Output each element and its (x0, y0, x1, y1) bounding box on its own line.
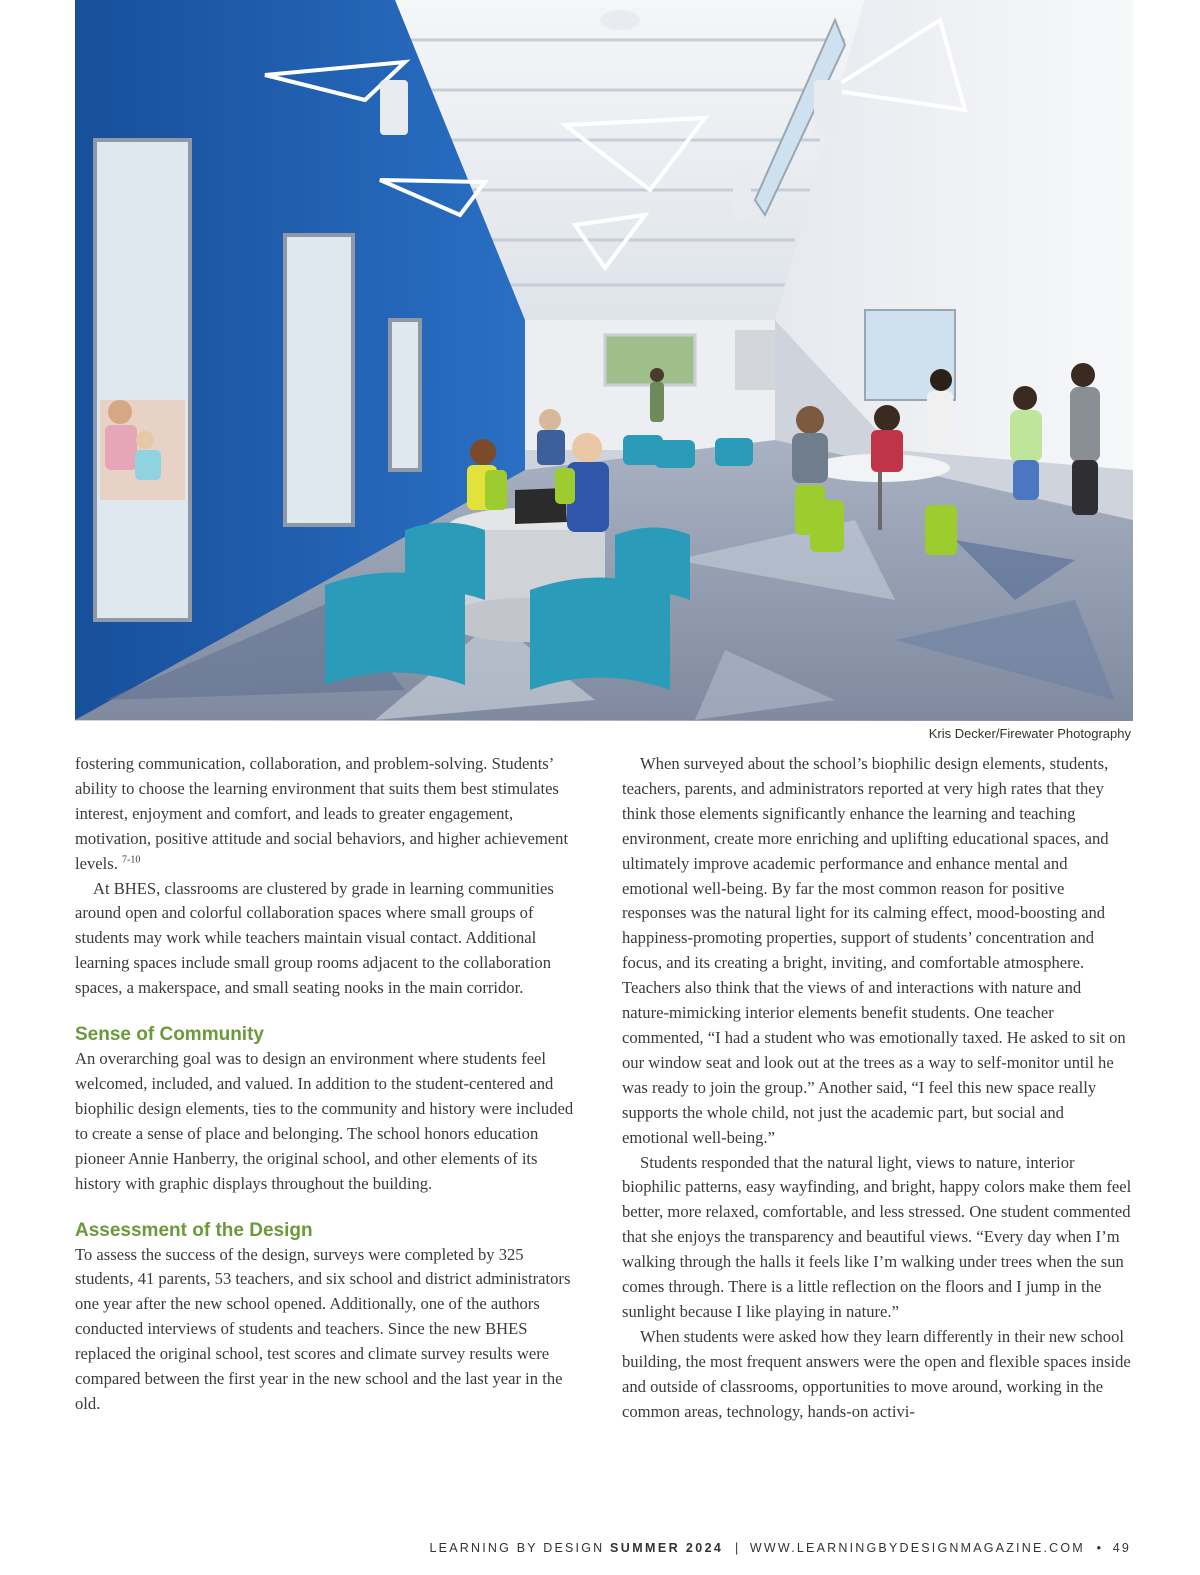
page-number: 49 (1112, 1541, 1131, 1555)
collaboration-space-illustration (75, 0, 1133, 721)
paragraph: An overarching goal was to design an environment where students feel welcomed, included, and valued. In addition to the student-centered and biophilic design elements, ties to the community and history were included to create a sense of place and belonging. The school honors education pioneer Annie Hanberry, the original school, and other elements of its history with graphic displays throughout the building. (75, 1049, 574, 1193)
footer-divider: | (734, 1541, 739, 1555)
paragraph (75, 752, 585, 877)
hero-photo (75, 0, 1133, 721)
paragraph: When surveyed about the school’s biophilic design elements, students, teachers, parents, and administrators reported at very high rates that they think those elements significantly enhance the learning and teaching environment, create more enriching and uplifting educational spaces, and ultimately improve academic performance and enhance mental and emotional well-being. By far the most common reason for positive responses was the natural light for its calming effect, mood-boosting and happiness-promoting properties, support of students’ concentration and focus, and its creating a bright, inviting, and comfortable atmosphere. Teachers also think that the views of and interactions with nature and nature-mimicking interior elements benefit students. One teacher commented, “I had a student who was emotionally taxed. He asked to sit on our window seat and look out at the trees as a way to self-monitor until he was ready to join the group.” Another said, “I feel this new space really supports the whole child, not just the academic part, but social and emotional well-being.” (622, 754, 1126, 1147)
publication-name: LEARNING BY DESIGN (429, 1541, 605, 1555)
paragraph-text: fostering communication, collaboration, and problem-solving. Students’ ability to choose the learning environment that suits them best stimulates interest, enjoyment and comfort, and leads to greater engagement, motivation, positive attitude and social behaviors, and higher achievement levels. (75, 754, 569, 873)
paragraph: When students were asked how they learn differently in their new school building, the most frequent answers were the open and flexible spaces inside and outside of classrooms, opportunities to move around, working in the common areas, technology, hands-on activi- (622, 1326, 1131, 1421)
reference-superscript: 7-10 (122, 854, 141, 866)
paragraph: Students responded that the natural light, views to nature, interior biophilic patterns, easy wayfinding, and bright, happy colors make them feel better, more relaxed, comfortable, and less stressed. One student commented that she enjoys the transparency and beautiful views. “Every day when I’m walking through the halls it feels like I’m walking under trees when the sun comes through. There is a little reflection on the floors and I jump in the sunlight because I like playing in nature.” (622, 1152, 1132, 1321)
footer-bullet: • (1096, 1541, 1101, 1555)
right-column (622, 752, 1132, 1424)
section-heading: Sense of Community (75, 1024, 264, 1046)
section-heading: Assessment of the Design (75, 1219, 313, 1241)
paragraph: To assess the success of the design, surveys were completed by 325 students, 41 parents, 53 teachers, and six school and district administrators one year after the new school opened. Additionally, one of the authors conducted interviews of students and teachers. Since the new BHES replaced the original school, test scores and climate survey results were compared between the first year in the new school and the last year in the old. (75, 1244, 571, 1413)
photo-credit: Kris Decker/Firewater Photography (928, 726, 1131, 741)
website-link[interactable]: WWW.LEARNINGBYDESIGNMAGAZINE.COM (749, 1541, 1085, 1555)
paragraph: At BHES, classrooms are clustered by grade in learning communities around open and colorful collaboration spaces where small groups of students may work while teachers maintain visual contact. Additional learning spaces include small group rooms adjacent to the collaboration spaces, a makerspace, and small seating nooks in the main corridor. (75, 878, 554, 998)
left-column (75, 752, 585, 1417)
page-footer (430, 1541, 1131, 1555)
issue-label: SUMMER 2024 (610, 1541, 724, 1555)
